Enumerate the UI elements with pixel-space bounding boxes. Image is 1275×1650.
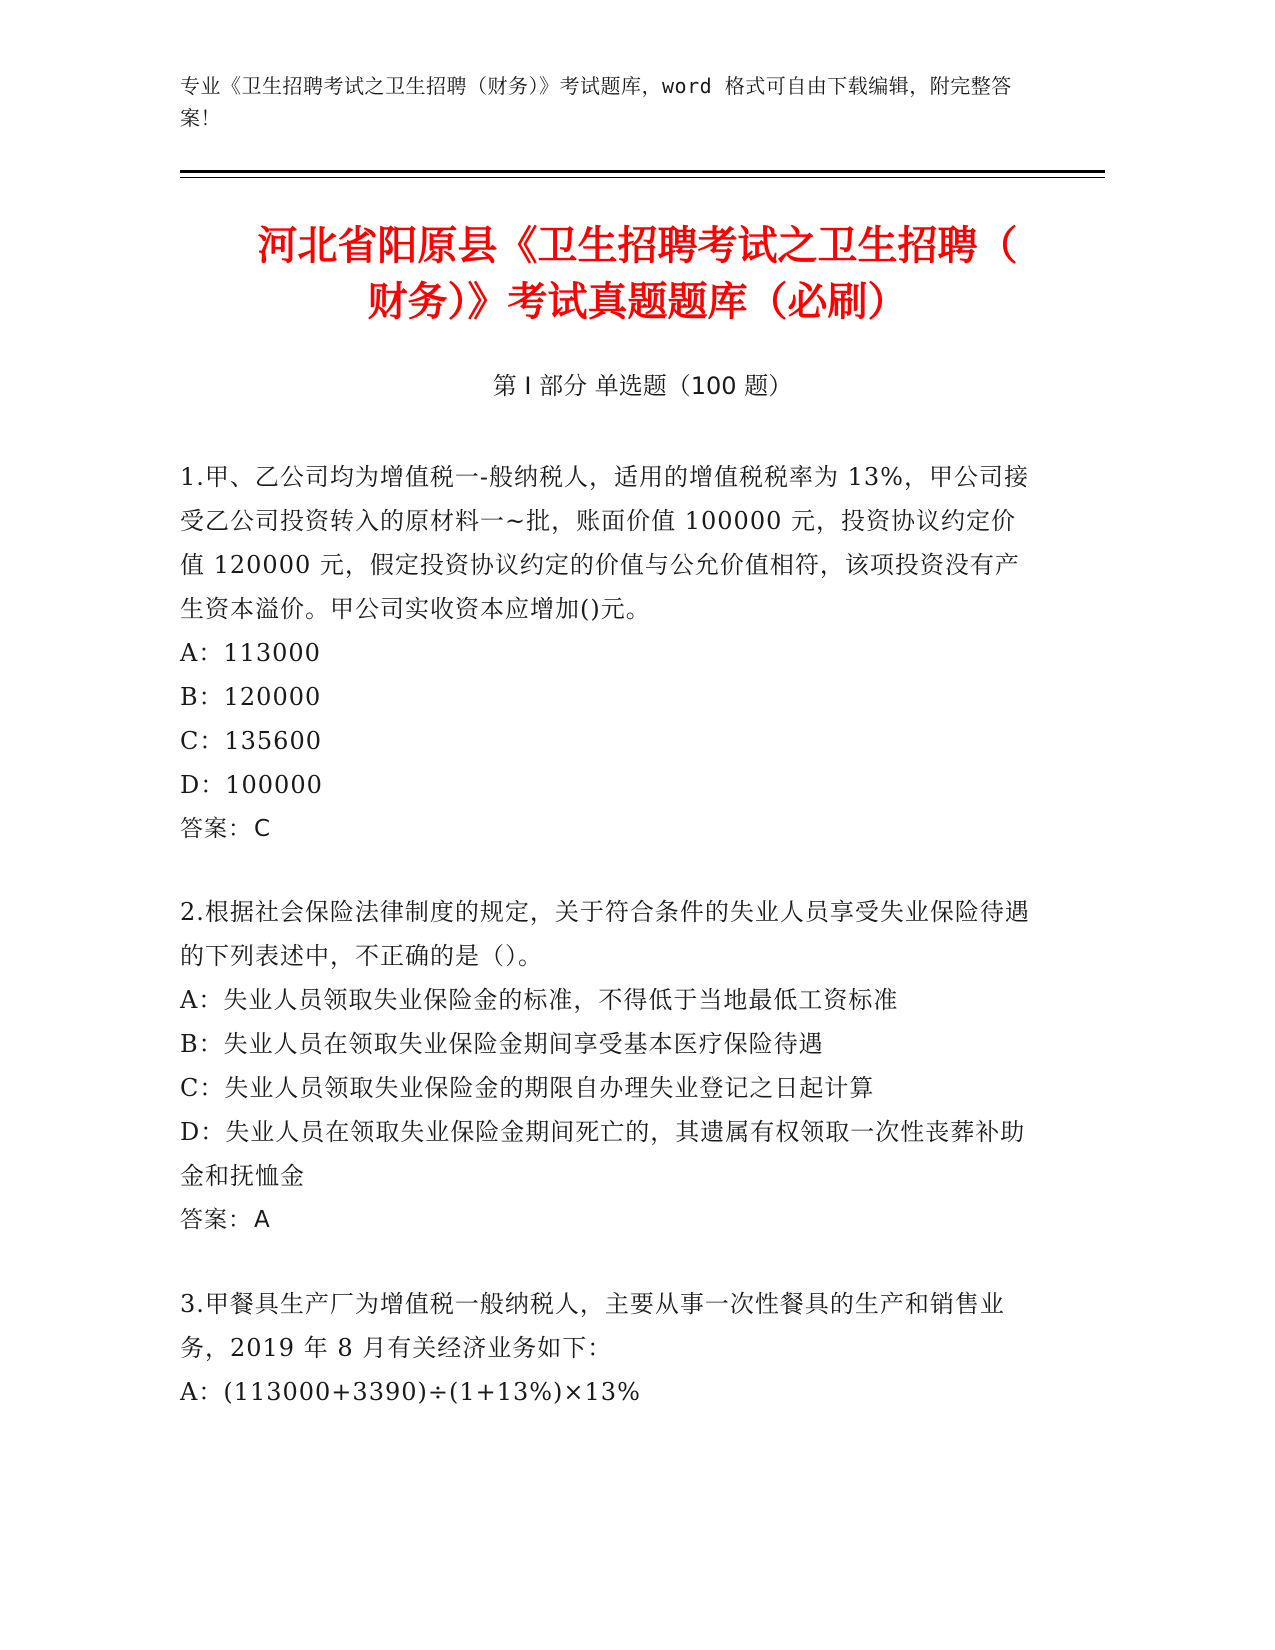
answer-value: A <box>254 1207 271 1233</box>
answer-line <box>180 807 1040 851</box>
section-title: 第 I 部分 单选题（100 题） <box>492 372 793 400</box>
option-a: A：(113000+3390)÷(1+13%)×13% <box>180 1378 641 1406</box>
question-stem: 1.甲、乙公司均为增值税一-般纳税人，适用的增值税税率为 13%，甲公司接受乙公司投资转入的原材料一~批，账面价值 100000 元，投资协议约定价值 120000 元，假定投资协议约定的价值与公允价值相符，该项投资没有产生资本溢价。甲公司实收资本应增加()元。 <box>180 463 1029 623</box>
answer-line <box>180 1198 1040 1242</box>
question-3 <box>180 1282 1040 1414</box>
question-stem: 2.根据社会保险法律制度的规定，关于符合条件的失业人员享受失业保险待遇的下列表述中，不正确的是（）。 <box>180 898 1030 970</box>
question-2 <box>180 890 1040 1242</box>
option-c: C：135600 <box>180 727 322 755</box>
option-b: B：120000 <box>180 683 322 711</box>
document-title-line-2: 财务）》考试真题题库（必刷） <box>367 279 908 325</box>
document-title <box>150 218 1125 330</box>
answer-label: 答案： <box>180 816 252 842</box>
option-a: A：失业人员领取失业保险金的标准，不得低于当地最低工资标准 <box>180 986 899 1014</box>
question-1 <box>180 455 1040 851</box>
option-d: D：100000 <box>180 771 323 799</box>
option-a: A：113000 <box>180 639 321 667</box>
answer-value: C <box>254 816 272 842</box>
header-divider-thick <box>180 170 1105 173</box>
answer-label: 答案： <box>180 1207 252 1233</box>
option-d: D：失业人员在领取失业保险金期间死亡的，其遗属有权领取一次性丧葬补助金和抚恤金 <box>180 1118 1026 1190</box>
header-divider-thin <box>180 177 1105 178</box>
option-c: C：失业人员领取失业保险金的期限自办理失业登记之日起计算 <box>180 1074 875 1102</box>
option-b: B：失业人员在领取失业保险金期间享受基本医疗保险待遇 <box>180 1030 824 1058</box>
header-note: 专业《卫生招聘考试之卫生招聘（财务）》考试题库，word 格式可自由下载编辑，附完整答案！ <box>180 74 1012 130</box>
document-title-line-1: 河北省阳原县《卫生招聘考试之卫生招聘（ <box>257 223 1018 269</box>
question-stem: 3.甲餐具生产厂为增值税一般纳税人，主要从事一次性餐具的生产和销售业务，2019 年 8 月有关经济业务如下： <box>180 1290 1005 1362</box>
